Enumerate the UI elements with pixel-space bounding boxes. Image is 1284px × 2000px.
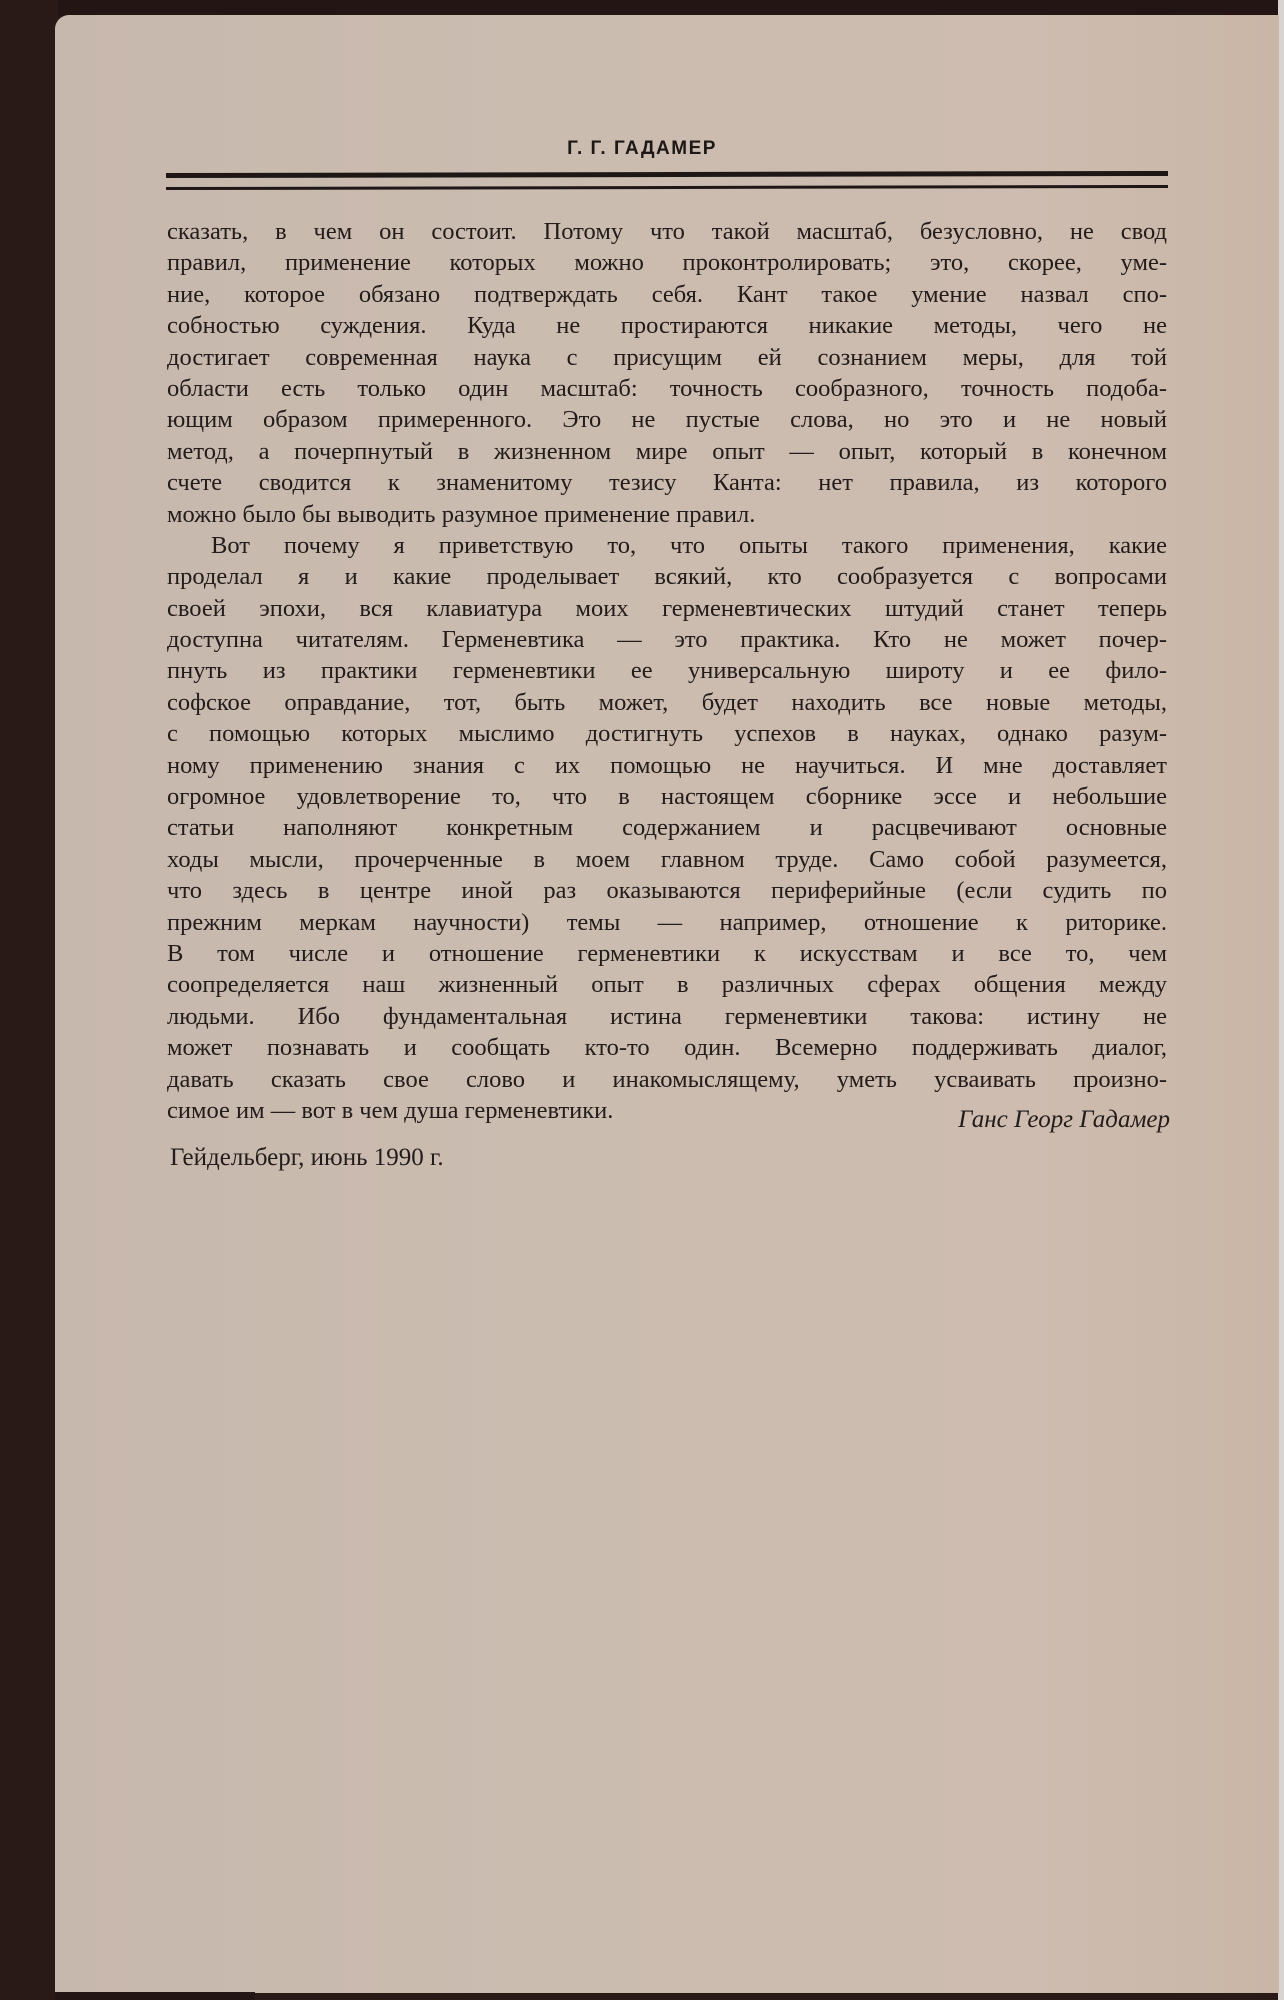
text-line: достигает современная наука с присущим ей сознанием меры, для той bbox=[167, 343, 1167, 371]
text-line: ному применению знания с их помощью не научиться. И мне доставляет bbox=[167, 751, 1167, 779]
text-line: проделал я и какие проделывает всякий, кто сообразуется с вопросами bbox=[167, 563, 1167, 591]
text-line: людьми. Ибо фундаментальная истина герменевтики такова: истину не bbox=[167, 1002, 1167, 1030]
author-signature: Ганс Георг Гадамер bbox=[958, 1106, 1170, 1133]
text-line: ющим образом примеренного. Это не пустые слова, но это и не новый bbox=[167, 406, 1167, 434]
book-cover-top-edge bbox=[0, 0, 1284, 16]
text-line: статьи наполняют конкретным содержанием и расцвечивают основные bbox=[167, 814, 1167, 842]
text-line: метод, а почерпнутый в жизненном мире опыт — опыт, который в конечном bbox=[167, 437, 1167, 465]
text-line: симое им — вот в чем душа герменевтики. bbox=[167, 1096, 614, 1124]
text-line: что здесь в центре иной раз оказываются периферийные (если судить по bbox=[167, 877, 1167, 905]
text-line: собностью суждения. Куда не простираются никакие методы, чего не bbox=[167, 312, 1167, 340]
text-line: прежним меркам научности) темы — например, отношение к риторике. bbox=[167, 908, 1167, 936]
text-line: ходы мысли, прочерченные в моем главном труде. Само собой разумеется, bbox=[167, 845, 1167, 873]
text-line: правил, применение которых можно проконтролировать; это, скорее, уме- bbox=[167, 249, 1167, 277]
text-line: огромное удовлетворение то, что в настоящем сборнике эссе и небольшие bbox=[167, 783, 1167, 811]
body-text bbox=[167, 216, 1167, 1126]
place-date: Гейдельберг, июнь 1990 г. bbox=[170, 1144, 444, 1171]
text-line: с помощью которых мыслимо достигнуть успехов в науках, однако разум- bbox=[167, 720, 1167, 748]
text-line: счете сводится к знаменитому тезису Канта: нет правила, из которого bbox=[167, 469, 1167, 497]
text-line: доступна читателям. Герменевтика — это практика. Кто не может почер- bbox=[167, 626, 1167, 654]
book-cover-left-edge bbox=[0, 0, 58, 2000]
text-line: В том числе и отношение герменевтики к искусствам и все то, чем bbox=[167, 939, 1167, 967]
text-line: может познавать и сообщать кто-то один. Всемерно поддерживать диалог, bbox=[167, 1034, 1167, 1062]
text-line: Вот почему я приветствую то, что опыты такого применения, какие bbox=[211, 531, 1167, 559]
text-line: сказать, в чем он состоит. Потому что такой масштаб, безусловно, не свод bbox=[167, 218, 1167, 245]
text-line: давать сказать свое слово и инакомыслящему, уметь усваивать произно- bbox=[167, 1065, 1167, 1093]
paragraph-2 bbox=[167, 530, 1167, 1126]
text-line: соопределяется наш жизненный опыт в различных сферах общения между bbox=[167, 971, 1167, 999]
paragraph-1 bbox=[167, 216, 1167, 530]
text-line: можно было бы выводить разумное применение правил. bbox=[167, 500, 756, 528]
book-cover-bottom-edge bbox=[55, 1992, 255, 2000]
running-head: Г. Г. ГАДАМЕР bbox=[567, 138, 717, 159]
text-line: софское оправдание, тот, быть может, будет находить все новые методы, bbox=[167, 688, 1167, 716]
text-line: своей эпохи, вся клавиатура моих герменевтических штудий станет теперь bbox=[167, 594, 1167, 622]
text-line: ние, которое обязано подтверждать себя. Кант такое умение назвал спо- bbox=[167, 280, 1167, 308]
text-line: области есть только один масштаб: точность сообразного, точность подоба- bbox=[167, 374, 1167, 402]
text-line: пнуть из практики герменевтики ее универсальную широту и ее фило- bbox=[167, 657, 1167, 685]
